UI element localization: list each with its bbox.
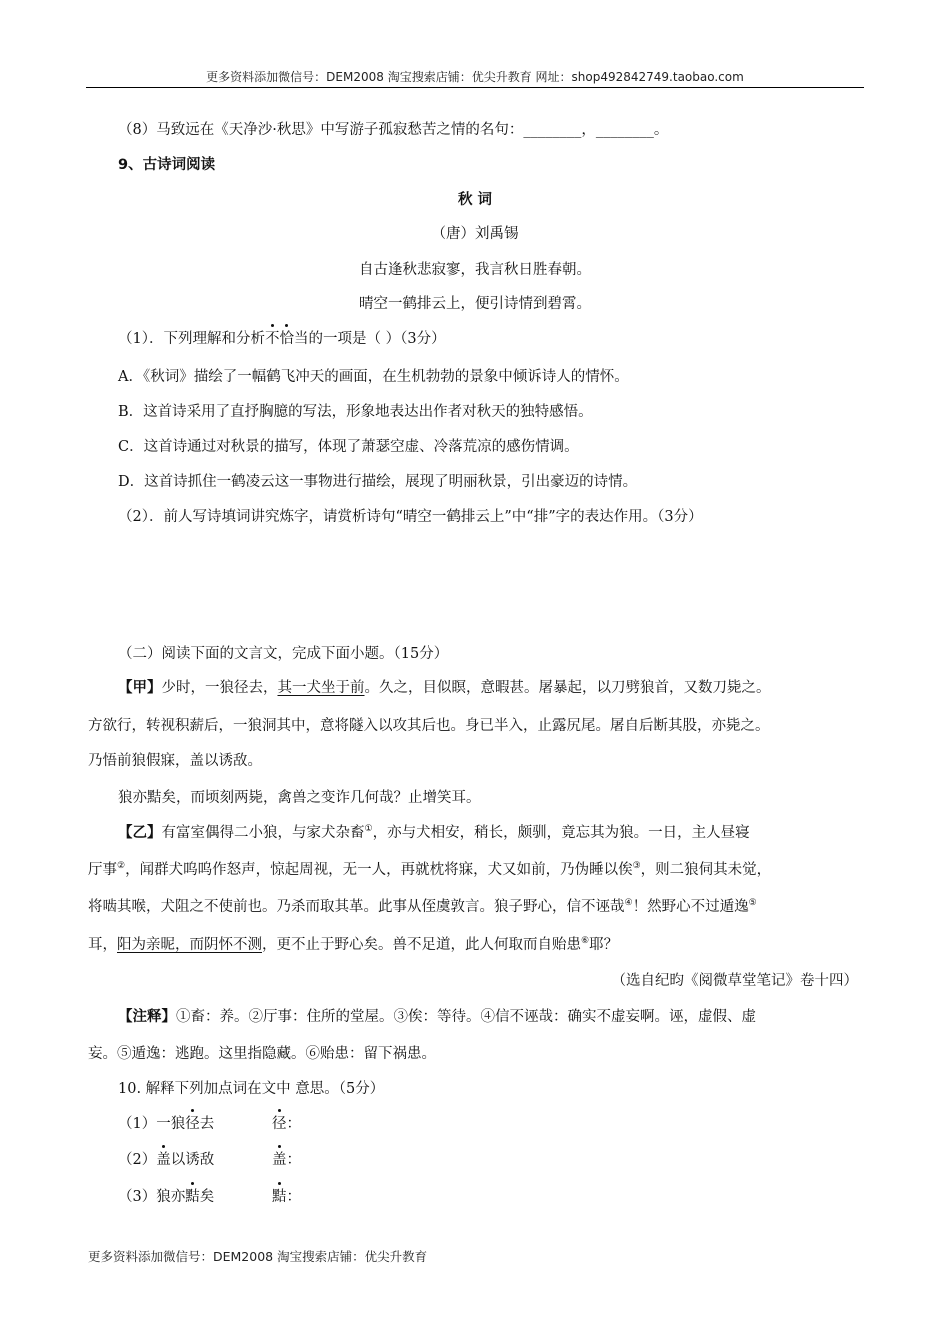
item-1-dotted: 径 xyxy=(185,1112,200,1133)
note-mark-3: ③ xyxy=(632,861,641,872)
note-mark-6: ⑥ xyxy=(581,936,590,947)
yi-line-4 xyxy=(88,933,618,954)
item-3-post: 矣 xyxy=(199,1189,215,1205)
option-d: D．这首诗抓住一鹤凌云这一事物进行描绘，展现了明丽秋景，引出豪迈的诗情。 xyxy=(118,474,638,490)
notes-line-2: 妄。⑤遁逸：逃跑。这里指隐藏。⑥贻患：留下祸患。 xyxy=(88,1046,436,1062)
answer-1-key: 径 xyxy=(272,1112,287,1133)
jia-line-3: 乃悟前狼假寐，盖以诱敌。 xyxy=(88,753,262,769)
question-8: （8）马致远在《天净沙·秋思》中写游子孤寂愁苦之情的名句：________，________。 xyxy=(118,122,669,138)
yi-l2c: ，则二狼伺其未觉， xyxy=(640,862,772,878)
yi-line-1 xyxy=(118,821,750,842)
notes-label: 【注释】 xyxy=(118,1009,176,1025)
option-a: A．《秋词》描绘了一幅鹤飞冲天的画面，在生机勃勃的景象中倾诉诗人的情怀。 xyxy=(118,369,629,385)
item-2-post: 以诱敌 xyxy=(170,1152,215,1168)
yi-l4b: ，更不止于野心矣。兽不足道，此人何取而自贻患 xyxy=(262,937,581,953)
item-1-post: 去 xyxy=(199,1116,215,1132)
jia-line-2: 方欲行，转视积薪后，一狼洞其中，意将隧入以攻其后也。身已半入，止露尻尾。屠自后断其股，亦毙之。 xyxy=(88,718,770,734)
header-rule xyxy=(86,87,864,88)
page-header: 更多资料添加微信号：DEM2008 淘宝搜索店铺：优尖升教育 网址：shop492842749.taobao.com xyxy=(206,70,744,84)
yi-l1b: ，亦与犬相安，稍长，颇驯，竟忘其为狼。一日，主人昼寝 xyxy=(372,825,750,841)
q9-1-pre: （1）．下列理解和分析 xyxy=(118,331,265,347)
notes-line-1 xyxy=(118,1005,756,1026)
item-3-pre: （3）狼亦 xyxy=(118,1189,186,1205)
yi-l2b: ，闻群犬呜呜作怒声，惊起周视，无一人，再就枕将寐，犬又如前，乃伪睡以俟 xyxy=(125,862,633,878)
yi-l3b: ！然野心不过遁逸 xyxy=(632,899,749,915)
note-mark-5: ⑤ xyxy=(748,898,757,909)
yi-line-3 xyxy=(88,895,757,916)
page-footer: 更多资料添加微信号：DEM2008 淘宝搜索店铺：优尖升教育 xyxy=(88,1249,428,1264)
q9-1-post: 当的一项是（ ）（3分） xyxy=(293,331,446,347)
question-9-2: （2）．前人写诗填词讲究炼字，请赏析诗句“晴空一鹤排云上”中“排”字的表达作用。（3分） xyxy=(118,509,703,525)
poem-line-1: 自古逢秋悲寂寥，我言秋日胜春朝。 xyxy=(359,262,591,278)
q10-answer-1 xyxy=(272,1112,301,1133)
answer-2-key: 盖 xyxy=(272,1148,287,1169)
jia-underlined: 其一犬坐于前 xyxy=(277,680,365,696)
poem-line-2: 晴空一鹤排云上，便引诗情到碧霄。 xyxy=(359,296,591,312)
q10-answer-2 xyxy=(272,1148,301,1169)
item-3-dotted: 黠 xyxy=(185,1185,200,1206)
note-mark-1: ① xyxy=(364,824,373,835)
q10-item-1 xyxy=(118,1112,214,1133)
jia-line-1 xyxy=(118,676,771,697)
jia-line-4: 狼亦黠矣，而顷刻两毙，禽兽之变诈几何哉？止增笑耳。 xyxy=(118,790,481,806)
yi-label: 【乙】 xyxy=(118,825,162,841)
answer-3-colon: ： xyxy=(286,1189,301,1205)
q10-item-3 xyxy=(118,1185,214,1206)
yi-l3a: 将啮其喉，犬阻之不使前也。乃杀而取其革。此事从侄虞敦言。狼子野心，信不诬哉 xyxy=(88,899,625,915)
option-c: C．这首诗通过对秋景的描写，体现了萧瑟空虚、冷落荒凉的感伤情调。 xyxy=(118,439,579,455)
note-mark-4: ④ xyxy=(624,898,633,909)
answer-3-key: 黠 xyxy=(272,1185,287,1206)
answer-2-colon: ： xyxy=(286,1152,301,1168)
dotted-char-2: 恰 xyxy=(279,327,294,348)
dotted-char-1: 不 xyxy=(265,327,280,348)
section-9-title: 9、古诗词阅读 xyxy=(118,157,216,173)
option-b: B．这首诗采用了直抒胸臆的写法，形象地表达出作者对秋天的独特感悟。 xyxy=(118,404,593,420)
yi-l4a: 耳， xyxy=(88,937,117,953)
poem-author: （唐）刘禹锡 xyxy=(431,226,519,242)
question-9-1 xyxy=(118,327,446,348)
item-2-dotted: 盖 xyxy=(156,1148,171,1169)
poem-title: 秋 词 xyxy=(457,192,493,208)
answer-1-colon: ： xyxy=(286,1116,301,1132)
jia-l1a: 少时，一狼径去， xyxy=(161,680,278,696)
question-10-stem: 10. 解释下列加点词在文中 意思。（5分） xyxy=(118,1081,385,1097)
yi-l2a: 厅事 xyxy=(88,862,117,878)
section-2-intro: （二）阅读下面的文言文，完成下面小题。（15分） xyxy=(118,646,449,662)
jia-l1b: 。久之，目似瞑，意暇甚。屠暴起，以刀劈狼首，又数刀毙之。 xyxy=(364,680,771,696)
jia-label: 【甲】 xyxy=(118,680,162,696)
yi-line-2 xyxy=(88,858,771,879)
yi-underlined: 阳为亲昵，而阴怀不测 xyxy=(117,937,262,953)
notes-l1: ①畜：养。②厅事：住所的堂屋。③俟：等待。④信不诬哉：确实不虚妄啊。诬，虚假、虚 xyxy=(176,1009,756,1025)
yi-l4c: 耶？ xyxy=(589,937,619,953)
item-2-pre: （2） xyxy=(118,1152,157,1168)
source-citation: （选自纪昀《阅微草堂笔记》卷十四） xyxy=(611,973,858,989)
q10-answer-3 xyxy=(272,1185,301,1206)
note-mark-2: ② xyxy=(117,861,126,872)
item-1-pre: （1）一狼 xyxy=(118,1116,186,1132)
yi-l1a: 有富室偶得二小狼，与家犬杂畜 xyxy=(161,825,365,841)
q10-item-2 xyxy=(118,1148,214,1169)
